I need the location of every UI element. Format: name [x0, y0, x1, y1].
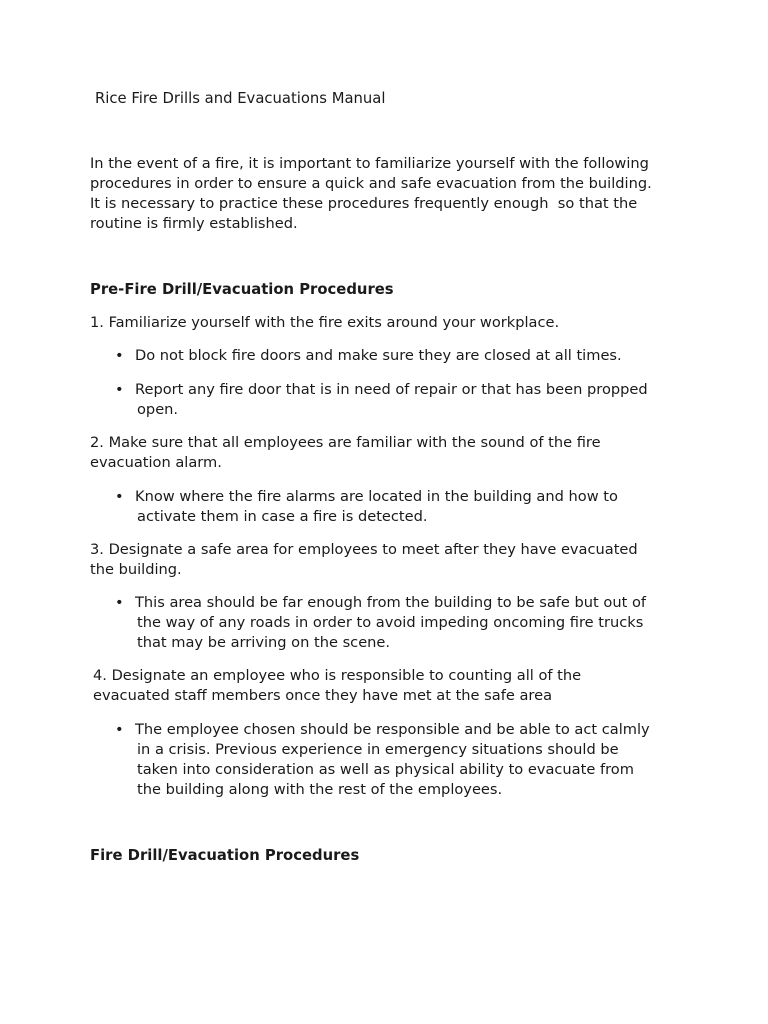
bullet-icon: •	[115, 381, 124, 398]
list-item	[115, 346, 675, 366]
list-item	[115, 593, 675, 653]
step-line: 3. Designate a safe area for employees to meet after they have evacuated	[90, 541, 638, 558]
bullet-icon: •	[115, 347, 124, 364]
step-line: evacuated staff members once they have met at the safe area	[93, 687, 553, 704]
intro-line: It is necessary to practice these procedures frequently enough so that the	[90, 195, 638, 212]
bullet-text: the building along with the rest of the employees.	[137, 781, 503, 798]
intro-line: In the event of a fire, it is important to familiarize yourself with the following	[90, 155, 649, 172]
bullet-text: The employee chosen should be responsible and be able to act calmly	[135, 721, 650, 738]
intro-line: routine is firmly established.	[90, 215, 298, 232]
list-item	[115, 380, 675, 420]
step-line: 2. Make sure that all employees are familiar with the sound of the fire	[90, 434, 601, 451]
intro-paragraph	[90, 154, 690, 234]
bullet-icon: •	[115, 594, 124, 611]
step-1: 1. Familiarize yourself with the fire exits around your workplace.	[90, 314, 560, 331]
bullet-text: in a crisis. Previous experience in emergency situations should be	[137, 741, 619, 758]
step-2	[90, 433, 690, 473]
list-item	[115, 720, 675, 800]
bullet-icon: •	[115, 721, 124, 738]
intro-line: procedures in order to ensure a quick and safe evacuation from the building.	[90, 175, 652, 192]
bullet-text: the way of any roads in order to avoid impeding oncoming fire trucks	[137, 614, 644, 631]
step-3	[90, 540, 690, 580]
bullet-text: taken into consideration as well as physical ability to evacuate from	[137, 761, 634, 778]
bullet-text: activate them in case a fire is detected.	[137, 508, 428, 525]
step-line: 4. Designate an employee who is responsible to counting all of the	[93, 667, 582, 684]
bullet-text: Report any fire door that is in need of repair or that has been propped	[135, 381, 648, 398]
bullet-icon: •	[115, 488, 124, 505]
document-title: Rice Fire Drills and Evacuations Manual	[95, 90, 386, 107]
step-line: the building.	[90, 561, 182, 578]
section-heading-fire-drill: Fire Drill/Evacuation Procedures	[90, 847, 360, 864]
bullet-text: open.	[137, 401, 179, 418]
bullet-text: that may be arriving on the scene.	[137, 634, 391, 651]
bullet-text: Know where the fire alarms are located in the building and how to	[135, 488, 618, 505]
section-heading-pre-fire: Pre-Fire Drill/Evacuation Procedures	[90, 281, 394, 298]
bullet-text: This area should be far enough from the building to be safe but out of	[135, 594, 647, 611]
step-line: evacuation alarm.	[90, 454, 222, 471]
step-4	[93, 666, 693, 706]
bullet-text: Do not block fire doors and make sure they are closed at all times.	[135, 347, 622, 364]
list-item	[115, 487, 675, 527]
